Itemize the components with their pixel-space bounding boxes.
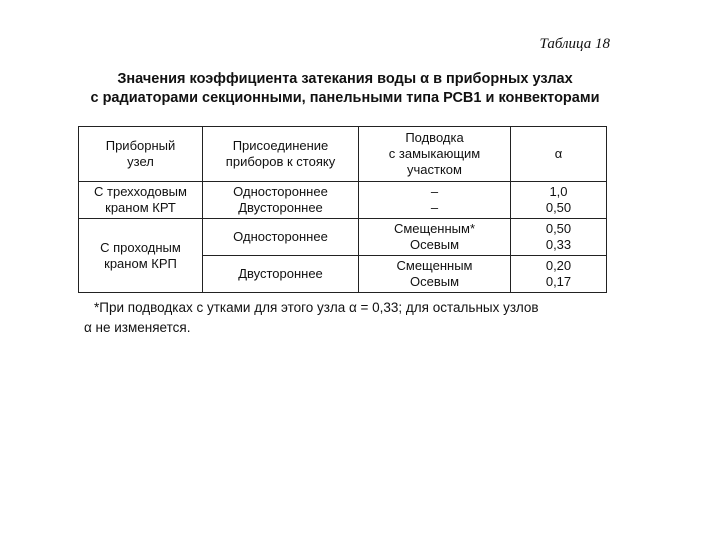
- title-line-2: с радиаторами секционными, панельными типа РСВ1 и конвекторами: [90, 90, 600, 106]
- cell-text: Двустороннее: [238, 200, 323, 215]
- coefficient-table: [78, 126, 607, 293]
- footnote-line-2: α не изменяется.: [84, 320, 191, 335]
- cell-text: 1,0: [549, 184, 568, 199]
- table-label: Таблица 18: [539, 36, 610, 52]
- cell-supply: [359, 219, 511, 256]
- cell-text: 0,33: [545, 237, 572, 252]
- cell-alpha: [511, 256, 607, 293]
- cell-text: С трехходовым: [94, 184, 187, 199]
- cell-alpha: [511, 182, 607, 219]
- header-node-line: узел: [127, 154, 154, 169]
- cell-text: 0,50: [545, 200, 572, 215]
- header-connection-line: Присоединение: [232, 138, 329, 153]
- cell-text: –: [430, 184, 439, 199]
- cell-text: краном КРП: [104, 255, 177, 271]
- footnote-line-1: *При подводках с утками для этого узла α = 0,33; для остальных узлов: [94, 300, 539, 315]
- header-row: [79, 127, 607, 182]
- cell-supply: [359, 182, 511, 219]
- cell-text: Смещенным: [396, 258, 473, 273]
- header-supply-line: Подводка: [405, 130, 464, 145]
- cell-text: Осевым: [409, 274, 460, 289]
- cell-text: 0,20: [545, 258, 572, 273]
- header-connection-line: приборов к стояку: [225, 154, 336, 169]
- cell-alpha: [511, 219, 607, 256]
- cell-text: С проходным: [100, 239, 181, 255]
- header-node-line: Приборный: [105, 138, 176, 153]
- cell-connection: Одностороннее: [203, 219, 359, 256]
- cell-text: краном КРТ: [105, 200, 176, 215]
- header-connection: [203, 127, 359, 182]
- cell-node: [79, 182, 203, 219]
- cell-text: –: [430, 200, 439, 215]
- cell-connection: Двустороннее: [203, 256, 359, 293]
- header-node: [79, 127, 203, 182]
- title-line-1: Значения коэффициента затекания воды α в приборных узлах: [117, 71, 573, 87]
- cell-text: 0,17: [545, 274, 572, 289]
- cell-node: [79, 219, 203, 293]
- cell-text: Одностороннее: [233, 184, 328, 199]
- cell-text: Смещенным*: [393, 221, 476, 236]
- header-supply-line: участком: [407, 162, 462, 177]
- table-row: [79, 219, 607, 256]
- table-title: [80, 70, 610, 108]
- cell-text: Осевым: [409, 237, 460, 252]
- table-footnote: [84, 298, 594, 338]
- header-supply-line: с замыкающим: [388, 146, 481, 161]
- cell-connection: [203, 182, 359, 219]
- cell-text: 0,50: [545, 221, 572, 236]
- header-supply: [359, 127, 511, 182]
- table-row: [79, 182, 607, 219]
- cell-supply: [359, 256, 511, 293]
- header-alpha: α: [511, 127, 607, 182]
